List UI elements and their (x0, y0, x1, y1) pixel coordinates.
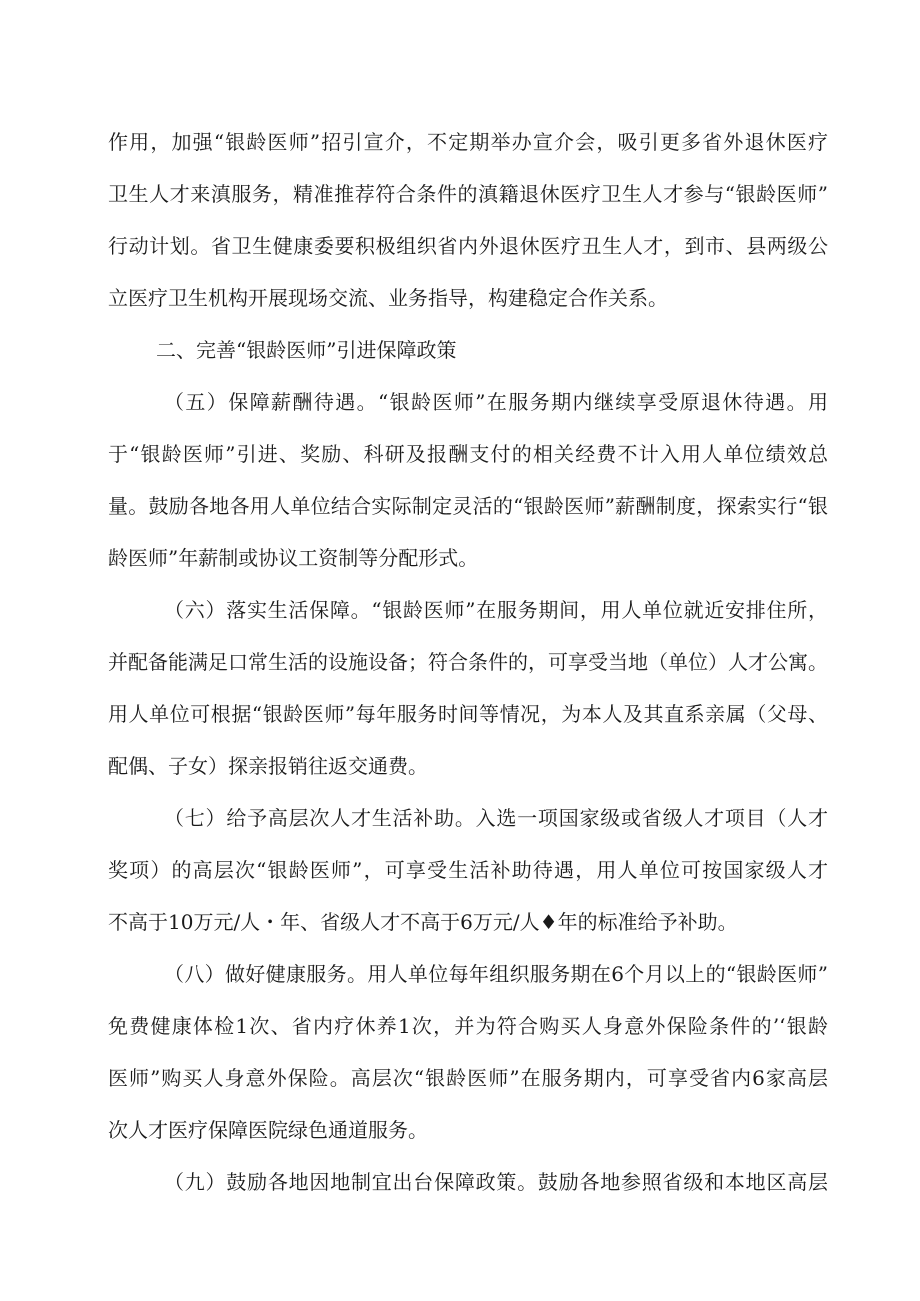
text-line: 用人单位可根据“银龄医师”每年服务时间等情况，为本人及其直系亲属（父母、 (108, 702, 828, 726)
text-line: （八）做好健康服务。用人单位每年组织服务期在6个月以上的“银龄医师” (164, 962, 828, 986)
text-line: 次人才医疗保障医院绿色通道服务。 (108, 1118, 428, 1142)
text-line: 作用，加强“银龄医师”招引宣介，不定期举办宣介会，吸引更多省外退休医疗 (108, 130, 828, 154)
section-heading (108, 324, 828, 376)
text-line: 量。鼓励各地各用人单位结合实际制定灵活的“银龄医师”薪酬制度，探索实行“银 (108, 494, 828, 518)
text-line: 配偶、子女）探亲报销往返交通费。 (108, 754, 428, 778)
text-line: 行动计划。省卫生健康委要积极组织省内外退休医疗丑生人才，到市、县两级公 (108, 234, 828, 258)
text-line: 并配备能满足口常生活的设施设备；符合条件的，可享受当地（单位）人才公寓。 (108, 650, 828, 674)
text-line: （五）保障薪酬待遇。“银龄医师”在服务期内继续享受原退休待遇。用 (164, 390, 828, 414)
text-line: 立医疗卫生机构开展现场交流、业务指导，构建稳定合作关系。 (108, 286, 668, 310)
paragraph-item-5 (108, 376, 828, 584)
paragraph-item-7 (108, 792, 828, 948)
text-line: （九）鼓励各地因地制宜出台保障政策。鼓励各地参照省级和本地区高层 (164, 1170, 828, 1194)
paragraph-item-8 (108, 948, 828, 1156)
section-heading-text: 二、完善“银龄医师”引进保障政策 (156, 338, 457, 362)
paragraph-item-6 (108, 584, 828, 792)
text-line: 不高于10万元/人・年、省级人才不高于6万元/人♦年的标准给予补助。 (108, 910, 738, 934)
text-line: 免费健康体检1次、省内疗休养1次，并为符合购买人身意外保险条件的’‘银龄 (108, 1014, 828, 1038)
text-line: （六）落实生活保障。“银龄医师”在服务期间，用人单位就近安排住所， (164, 598, 828, 622)
text-line: 医师”购买人身意外保险。高层次“银龄医师”在服务期内，可享受省内6家高层 (108, 1066, 828, 1090)
text-line: 于“银龄医师”引进、奖励、科研及报酬支付的相关经费不计入用人单位绩效总 (108, 442, 828, 466)
text-line: （七）给予高层次人才生活补助。入选一项国家级或省级人才项目（人才 (164, 806, 828, 830)
text-line: 龄医师”年薪制或协议工资制等分配形式。 (108, 546, 479, 570)
paragraph-item-9 (108, 1156, 828, 1208)
text-line: 奖项）的高层次“银龄医师”，可享受生活补助待遇，用人单位可按国家级人才 (108, 858, 828, 882)
text-line: 卫生人才来滇服务，精准推荐符合条件的滇籍退休医疗卫生人才参与“银龄医师” (108, 182, 828, 206)
paragraph-recruitment-promotion (108, 116, 828, 324)
